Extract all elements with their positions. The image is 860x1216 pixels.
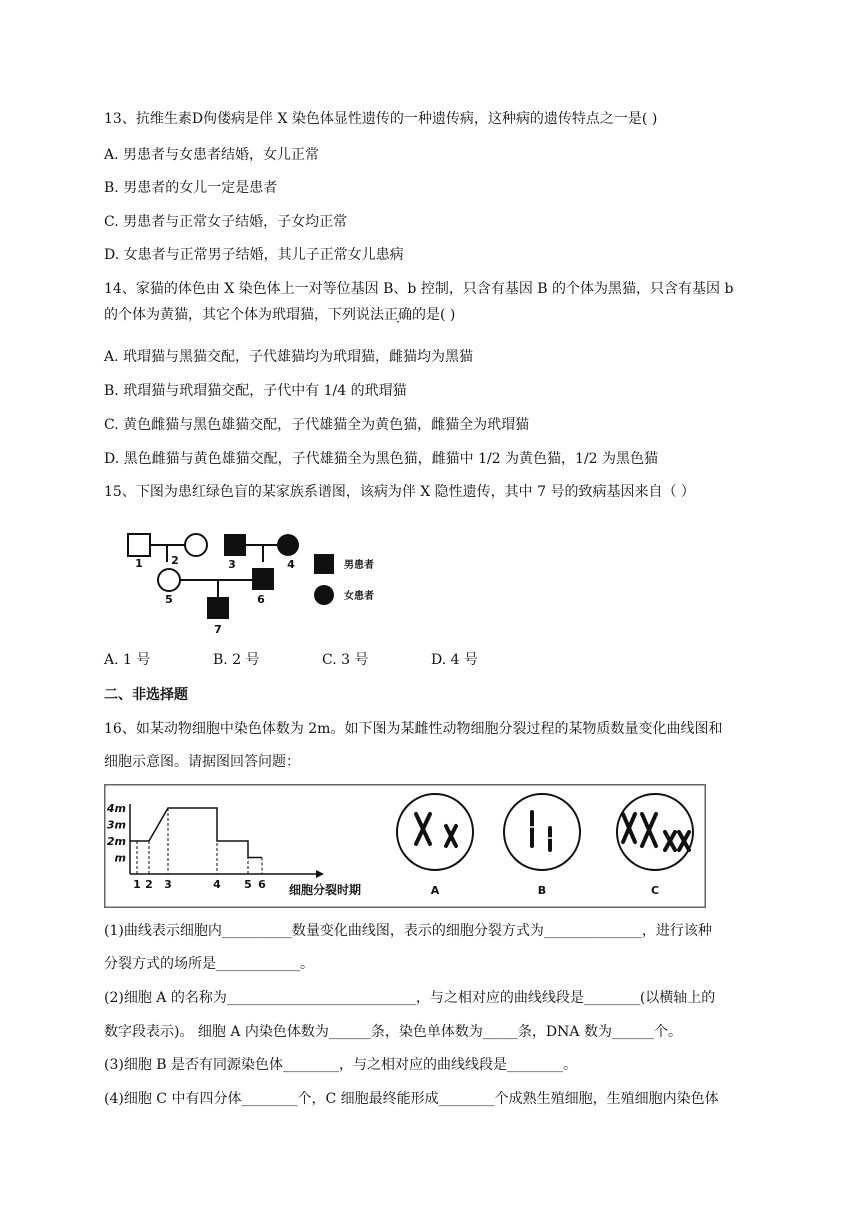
x-tick-label: 1 [133, 878, 141, 891]
q14-emphasis-word: 正确 [384, 307, 412, 323]
cell-c-label: C [650, 884, 660, 897]
pedigree-label-6: 6 [257, 593, 265, 606]
q14-option-c: C. 黄色雌猫与黑色雄猫交配，子代雄猫全为黄色猫，雌猫全为玳瑁猫 [104, 417, 530, 433]
q14-stem-line1: 14、家猫的体色由 X 染色体上一对等位基因 B、b 控制，只含有基因 B 的个体为黑猫，只含有基因 b [104, 281, 734, 297]
q14-stem-post: 的是( ) [412, 307, 456, 323]
q13-option-a: A. 男患者与女患者结婚，女儿正常 [104, 147, 320, 163]
pedigree-individual-6 [252, 568, 274, 590]
q16-sub3: (3)细胞 B 是否有同源染色体________，与之相对应的曲线线段是________。 [104, 1057, 578, 1073]
y-tick-label: 3m [106, 818, 126, 832]
y-tick-label: 2m [106, 835, 126, 848]
q15-option-b: B. 2 号 [213, 652, 260, 668]
legend-male-affected-symbol [314, 554, 334, 574]
legend-male-label: 男患者 [344, 560, 374, 571]
q13-option-b: B. 男患者的女儿一定是患者 [104, 180, 278, 196]
y-tick-label: 4m [106, 802, 126, 815]
q16-sub4: (4)细胞 C 中有四分体________个，C 细胞最终能形成________个成熟生殖细胞，生殖细胞内染色体 [104, 1091, 719, 1107]
legend-female-label: 女患者 [344, 591, 374, 602]
x-tick-label: 3 [164, 878, 172, 891]
pedigree-label-7: 7 [214, 623, 222, 636]
legend-female-affected-symbol [314, 585, 334, 605]
cell-a-diagram [397, 794, 473, 870]
q16-sub2-line1: (2)细胞 A 的名称为___________________________，与之相对应的曲线线段是________(以横轴上的 [104, 990, 716, 1006]
pedigree-individual-2 [185, 534, 207, 556]
cell-b-label: B [537, 884, 547, 897]
q15-option-a: A. 1 号 [104, 652, 151, 668]
x-axis-label: 细胞分裂时期 [289, 883, 362, 897]
x-tick-label: 4 [213, 878, 221, 891]
q14-stem-line2 [104, 305, 455, 325]
q15-options [104, 650, 540, 670]
q14-option-b: B. 玳瑁猫与玳瑁猫交配，子代中有 1/4 的玳瑁猫 [104, 383, 407, 399]
pedigree-individual-4 [277, 534, 299, 556]
cell-b-diagram [504, 794, 580, 870]
cell-c-diagram [617, 794, 693, 870]
q15-option-c: C. 3 号 [322, 652, 369, 668]
q16-stem-line1: 16、如某动物细胞中染色体数为 2m。如下图为某雌性动物细胞分裂过程的某物质数量变化曲线图和 [104, 721, 723, 737]
cell-a-label: A [430, 884, 440, 897]
q14-option-a: A. 玳瑁猫与黑猫交配，子代雄猫均为玳瑁猫，雌猫均为黑猫 [104, 349, 474, 365]
pedigree-individual-3 [224, 534, 246, 556]
x-tick-label: 6 [258, 878, 266, 891]
q16-sub1-line1: (1)曲线表示细胞内__________数量变化曲线图，表示的细胞分裂方式为______________，进行该种 [104, 923, 712, 939]
q15-stem: 15、下图为患红绿色盲的某家族系谱图，该病为伴 X 隐性遗传，其中 7 号的致病基因来自（ ） [104, 484, 695, 500]
section-title: 二、非选择题 [104, 687, 188, 703]
q16-figure [104, 784, 706, 908]
q13-option-c: C. 男患者与正常女子结婚，子女均正常 [104, 214, 348, 230]
q15-option-d: D. 4 号 [431, 652, 478, 668]
q16-sub1-line2: 分裂方式的场所是____________。 [104, 956, 314, 972]
pedigree-label-4: 4 [287, 558, 295, 571]
q13-stem: 13、抗维生素D佝偻病是伴 X 染色体显性遗传的一种遗传病，这种病的遗传特点之一是( ) [104, 111, 658, 127]
q16-stem-line2: 细胞示意图。请据图回答问题： [104, 754, 300, 770]
x-tick-label: 5 [244, 878, 252, 891]
pedigree-individual-5 [158, 569, 180, 591]
q13-option-d: D. 女患者与正常男子结婚，其儿子正常女儿患病 [104, 247, 404, 263]
q14-stem-pre: 的个体为黄猫，其它个体为玳瑁猫，下列说法 [104, 307, 384, 323]
pedigree-individual-7 [207, 597, 229, 619]
q14-option-d: D. 黑色雌猫与黄色雄猫交配，子代雄猫全为黑色猫，雌猫中 1/2 为黄色猫，1/2 为黑色猫 [104, 451, 659, 467]
x-tick-label: 2 [145, 878, 153, 891]
y-tick-label: m [114, 851, 126, 865]
pedigree-individual-1 [128, 534, 150, 556]
pedigree-label-2: 2 [171, 554, 179, 567]
pedigree-label-3: 3 [228, 558, 236, 571]
pedigree-label-1: 1 [135, 557, 143, 570]
pedigree-chart [118, 522, 408, 646]
q16-sub2-line2: 数字段表示)。 细胞 A 内染色体数为______条，染色单体数为_____条，DNA 数为______个。 [104, 1024, 682, 1040]
pedigree-label-5: 5 [165, 593, 173, 606]
